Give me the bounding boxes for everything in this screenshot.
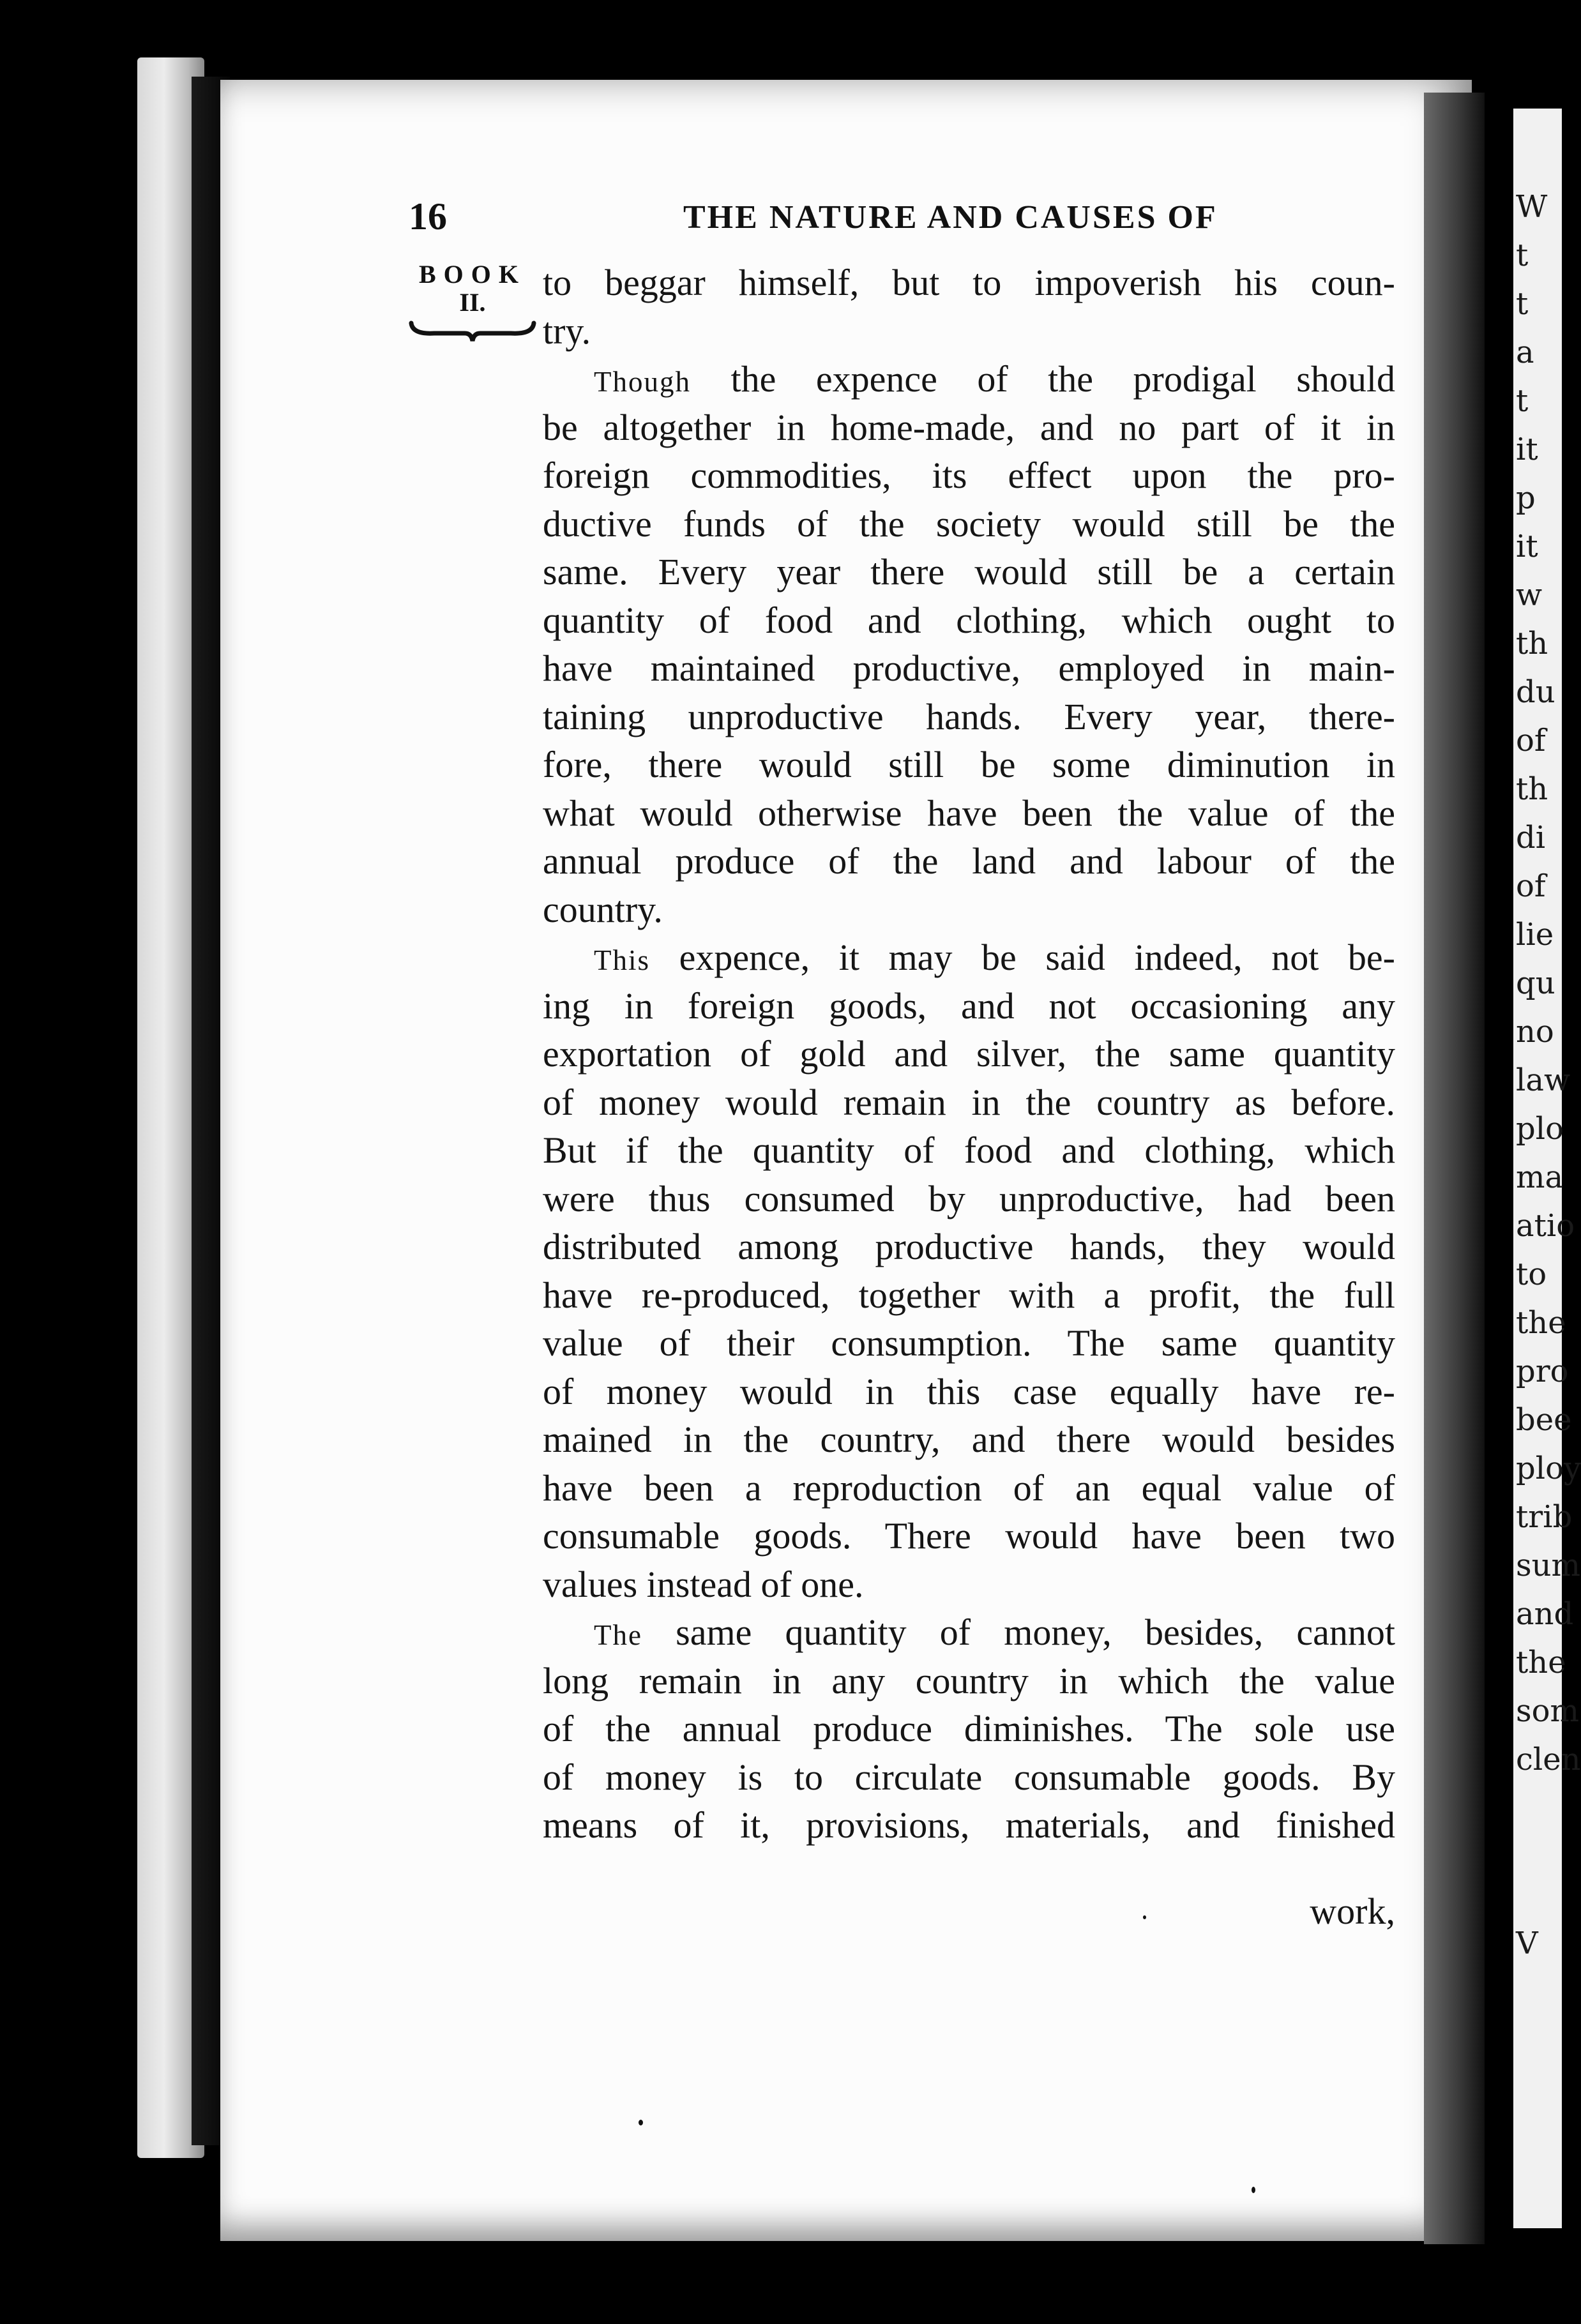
text-line: This expence, it may be said indeed, not be-: [594, 937, 1395, 978]
margin-note-book: BOOK: [418, 260, 527, 289]
text-line: Though the expence of the prodigal should: [594, 358, 1395, 400]
brace-ornament: [409, 318, 536, 343]
text-line: of money would in this case equally have re-: [543, 1370, 1395, 1412]
text-line: quantity of food and clothing, which ought to: [543, 599, 1395, 641]
facing-page-fragment: W: [1516, 189, 1548, 225]
facing-page-fragment: som: [1516, 1693, 1580, 1729]
text-line: values instead of one.: [543, 1563, 864, 1605]
text-line: ductive funds of the society would still be the: [543, 502, 1395, 545]
small-caps-lead: The: [594, 1619, 642, 1651]
text-line: same. Every year there would still be a certain: [543, 551, 1395, 592]
facing-page-fragment: the: [1516, 1305, 1566, 1341]
text-line: taining unproductive hands. Every year, there-: [543, 695, 1395, 737]
text-line: what would otherwise have been the value of the: [543, 792, 1395, 834]
text-line: of the annual produce diminishes. The sole use: [543, 1708, 1395, 1749]
facing-page-fragment: ma: [1516, 1159, 1564, 1195]
text-line: try.: [543, 310, 591, 352]
facing-page-fragment: a: [1516, 335, 1534, 370]
text-line: long remain in any country in which the value: [543, 1659, 1395, 1701]
text-line: value of their consumption. The same quantity: [543, 1322, 1395, 1364]
text-line: to beggar himself, but to impoverish his coun-: [543, 262, 1395, 303]
text-line: annual produce of the land and labour of the: [543, 840, 1395, 882]
text-line: The same quantity of money, besides, cannot: [594, 1611, 1395, 1653]
body-text: [543, 259, 1395, 1850]
small-caps-lead: This: [594, 944, 651, 976]
facing-page-fragment: sum: [1516, 1548, 1581, 1583]
film-speck: [1143, 1915, 1146, 1919]
facing-page-fragment: di: [1516, 820, 1546, 856]
page-number: 16: [409, 195, 447, 238]
text-line: have maintained productive, employed in main-: [543, 647, 1395, 689]
film-speck: [1252, 2187, 1255, 2193]
catchword: work,: [1310, 1890, 1395, 1932]
facing-page-fragment: p: [1516, 480, 1536, 516]
facing-page-fragment: and: [1516, 1596, 1574, 1632]
text-line: of money would remain in the country as before.: [543, 1081, 1395, 1123]
facing-page-fragment: t: [1516, 238, 1529, 273]
text-line: foreign commodities, its effect upon the pro-: [543, 455, 1395, 496]
facing-page-fragment: t: [1516, 383, 1529, 419]
facing-page-fragment: t: [1516, 286, 1529, 322]
text-line: of money is to circulate consumable goods. By: [543, 1756, 1395, 1798]
text-line: exportation of gold and silver, the same quantity: [543, 1033, 1395, 1075]
facing-page-fragment: clen: [1516, 1742, 1581, 1777]
facing-page-fragment: th: [1516, 626, 1548, 661]
facing-page: [1513, 109, 1581, 2228]
text-line: fore, there would still be some diminution in: [543, 744, 1395, 785]
text-line: be altogether in home-made, and no part of it in: [543, 406, 1395, 448]
facing-page-fragment: V: [1516, 1926, 1538, 1961]
text-line: have been a reproduction of an equal value of: [543, 1467, 1395, 1509]
text-line: have re-produced, together with a profit, the full: [543, 1274, 1395, 1316]
page-edge-shadow: [1424, 93, 1485, 2244]
facing-page-fragment: w: [1516, 577, 1543, 613]
facing-page-fragment: law: [1516, 1062, 1571, 1098]
text-line: country.: [543, 888, 663, 930]
facing-page-fragment: it: [1516, 529, 1538, 564]
facing-page-fragment: ploy: [1516, 1451, 1581, 1486]
facing-page-fragment: atio: [1516, 1208, 1575, 1244]
facing-page-fragment: of: [1516, 868, 1546, 904]
facing-page-fragment: th: [1516, 771, 1548, 807]
margin-note: [402, 262, 543, 343]
margin-note-number: II.: [459, 288, 486, 317]
text-line: mained in the country, and there would besides: [543, 1419, 1395, 1460]
film-speck: [639, 2120, 643, 2125]
facing-page-fragment: lie: [1516, 917, 1554, 953]
small-caps-lead: Though: [594, 366, 691, 398]
text-line: means of it, provisions, materials, and finished: [543, 1804, 1395, 1846]
facing-page-fragment: to: [1516, 1256, 1547, 1292]
text-line: ing in foreign goods, and not occasioning any: [543, 985, 1395, 1027]
running-title: THE NATURE AND CAUSES OF: [683, 199, 1218, 236]
facing-page-fragment: it: [1516, 432, 1538, 467]
facing-page-fragment: qu: [1516, 965, 1555, 1001]
facing-page-fragment: trib: [1516, 1499, 1573, 1535]
text-line: were thus consumed by unproductive, had been: [543, 1177, 1395, 1219]
facing-page-fragment: bee: [1516, 1402, 1572, 1438]
text-line: But if the quantity of food and clothing, which: [543, 1129, 1395, 1171]
running-head-bar: [0, 195, 1562, 252]
facing-page-fragment: no: [1516, 1014, 1554, 1050]
facing-page-fragment: the: [1516, 1645, 1566, 1680]
text-line: consumable goods. There would have been two: [543, 1515, 1395, 1557]
facing-page-fragment: of: [1516, 723, 1546, 758]
facing-page-fragment: plo: [1516, 1111, 1564, 1147]
facing-page-fragment: pro: [1516, 1354, 1569, 1389]
text-line: distributed among productive hands, they would: [543, 1226, 1395, 1267]
facing-page-fragment: du: [1516, 674, 1555, 710]
